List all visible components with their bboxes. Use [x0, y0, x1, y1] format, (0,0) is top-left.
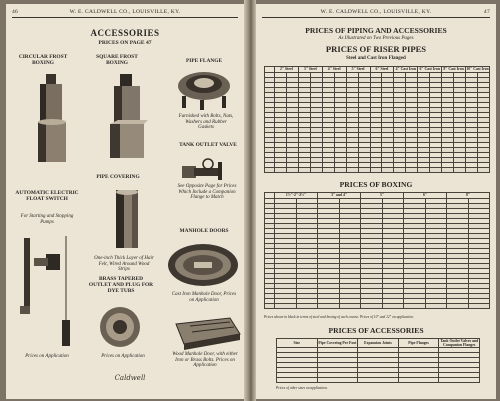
- riser-pipes-table: [264, 66, 490, 173]
- table-cell: [298, 168, 310, 173]
- boxing-note: Prices shown in black in terms of steel and boxing of each course. Prices of 10" and 12" on application.: [264, 315, 414, 319]
- page-title: PRICES OF PIPING AND ACCESSORIES: [305, 26, 447, 35]
- pipe-flange-caption: Furnished with Bolts, Nuts, Washers and Rubber Gaskets: [178, 114, 234, 131]
- table-header-cell: Pipe Covering Per Foot: [317, 339, 358, 348]
- table-cell: [318, 304, 340, 309]
- page-number: 46: [12, 9, 19, 15]
- pipe-flange-illustration: [174, 68, 234, 112]
- circular-boxing-illustration: [34, 74, 70, 170]
- tank-outlet-valve-illustration: [180, 158, 234, 184]
- running-title: W. E. CALDWELL CO., LOUISVILLE, KY.: [69, 9, 181, 15]
- table-header-cell: 2" Steel: [275, 67, 299, 73]
- book-gutter: [244, 0, 256, 401]
- riser-subheading: Steel and Cast Iron Flanged: [346, 56, 406, 61]
- accessories-heading: PRICES OF ACCESSORIES: [328, 326, 424, 335]
- table-cell: [296, 304, 318, 309]
- square-boxing-illustration: [106, 74, 150, 162]
- tank-outlet-valve-label: TANK OUTLET VALVE: [179, 142, 237, 148]
- brass-outlet-prices: Prices on Application: [101, 354, 145, 359]
- table-cell: [310, 168, 322, 173]
- table-cell: [275, 168, 287, 173]
- manhole-caption: Cast Iron Manhole Door, Prices on Application: [171, 292, 237, 303]
- manhole-doors-label: MANHOLE DOORS: [179, 228, 229, 234]
- pipe-covering-caption: One-inch Thick Layer of Hair Felt, Wired Around Wood Strips: [94, 256, 154, 273]
- left-page: [6, 4, 244, 399]
- table-header-cell: 1½"-2"-2½": [275, 193, 318, 199]
- table-cell: [334, 168, 346, 173]
- float-switch-caption: For Starting and Stopping Pumps: [20, 214, 74, 225]
- table-header-cell: 8" Cast Iron: [443, 67, 464, 72]
- table-header-cell: 3" Steel: [298, 67, 322, 73]
- table-cell: [394, 168, 406, 173]
- table-cell: [454, 168, 466, 173]
- table-row: [277, 378, 480, 383]
- float-switch-prices: Prices on Application: [25, 354, 69, 359]
- tank-outlet-caption: See Opposite Page for Prices Which Include a Companion Flange to Match: [177, 184, 237, 201]
- table-cell: [358, 378, 399, 383]
- table-cell: [265, 168, 275, 173]
- pipe-covering-label: PIPE COVERING: [96, 174, 140, 180]
- boxing-table: [264, 192, 490, 309]
- table-cell: [406, 168, 418, 173]
- table-row: [265, 304, 490, 309]
- table-header-cell: Pipe Flanges: [398, 339, 439, 348]
- accessories-table: [276, 338, 480, 383]
- table-cell: [339, 304, 361, 309]
- table-header-cell: Size: [277, 339, 318, 348]
- table-cell: [322, 168, 334, 173]
- table-cell: [382, 304, 404, 309]
- running-head-left: [12, 8, 238, 18]
- table-cell: [442, 168, 454, 173]
- page-subtitle: As Illustrated on Two Previous Pages: [338, 36, 414, 41]
- table-cell: [447, 304, 469, 309]
- table-cell: [425, 304, 447, 309]
- table-header-cell: 6" Cast Iron: [419, 67, 440, 72]
- table-header-cell: 8": [447, 193, 490, 199]
- caldwell-logo: Caldwell: [114, 374, 146, 382]
- running-title: W. E. CALDWELL CO., LOUISVILLE, KY.: [320, 9, 432, 15]
- table-cell: [277, 378, 318, 383]
- running-head-right: [262, 8, 490, 18]
- boxing-heading: PRICES OF BOXING: [339, 180, 413, 189]
- table-cell: [398, 378, 439, 383]
- table-cell: [468, 304, 490, 309]
- square-boxing-label: SQUARE FROST BOXING: [96, 54, 138, 66]
- table-header-cell: Expansion Joints: [358, 339, 399, 348]
- wood-manhole-illustration: [170, 316, 242, 350]
- brass-outlet-illustration: [98, 306, 142, 348]
- table-header-cell: 5" Steel: [346, 67, 370, 73]
- table-header-cell: 10" Cast Iron: [466, 67, 489, 72]
- table-header-cell: 3" and 4": [318, 193, 361, 199]
- table-cell: [404, 304, 426, 309]
- table-header-cell: 4" Steel: [322, 67, 346, 73]
- wood-manhole-caption: Wood Manhole Door, with either Iron or Brass Bolts. Prices on Application: [172, 352, 238, 369]
- table-cell: [265, 304, 275, 309]
- table-cell: [361, 304, 383, 309]
- brass-outlet-label: BRASS TAPERED OUTLET AND PLUG FOR DYE TUBS: [88, 276, 154, 294]
- table-header-cell: Tank Outlet Valves and Companion Flanges: [440, 339, 479, 348]
- table-header-cell: 4" Cast Iron: [395, 67, 417, 72]
- table-header-cell: 5": [361, 193, 404, 199]
- right-page: [256, 4, 496, 399]
- table-cell: [382, 168, 394, 173]
- table-cell: [430, 168, 442, 173]
- float-switch-label: AUTOMATIC ELECTRIC FLOAT SWITCH: [15, 190, 79, 202]
- table-cell: [346, 168, 358, 173]
- table-cell: [317, 378, 358, 383]
- table-header-cell: 6" Steel: [370, 67, 394, 73]
- table-header-cell: 6": [404, 193, 447, 199]
- manhole-door-illustration: [166, 242, 240, 288]
- pipe-covering-illustration: [110, 190, 144, 252]
- riser-heading: PRICES OF RISER PIPES: [325, 44, 427, 54]
- float-switch-illustration: [20, 236, 76, 352]
- table-cell: [358, 168, 370, 173]
- circular-boxing-label: CIRCULAR FROST BOXING: [18, 54, 68, 66]
- page-number: 47: [483, 9, 490, 15]
- pipe-flange-label: PIPE FLANGE: [185, 58, 223, 64]
- page-heading: ACCESSORIES: [90, 28, 160, 38]
- page-subheading: PRICES ON PAGE 47: [98, 40, 152, 46]
- table-cell: [418, 168, 430, 173]
- table-cell: [370, 168, 382, 173]
- accessories-note: Prices of other sizes on application.: [276, 386, 328, 390]
- table-cell: [275, 304, 297, 309]
- table-cell: [466, 168, 478, 173]
- table-cell: [286, 168, 298, 173]
- table-cell: [477, 168, 489, 173]
- table-row: [265, 168, 490, 173]
- table-cell: [439, 378, 480, 383]
